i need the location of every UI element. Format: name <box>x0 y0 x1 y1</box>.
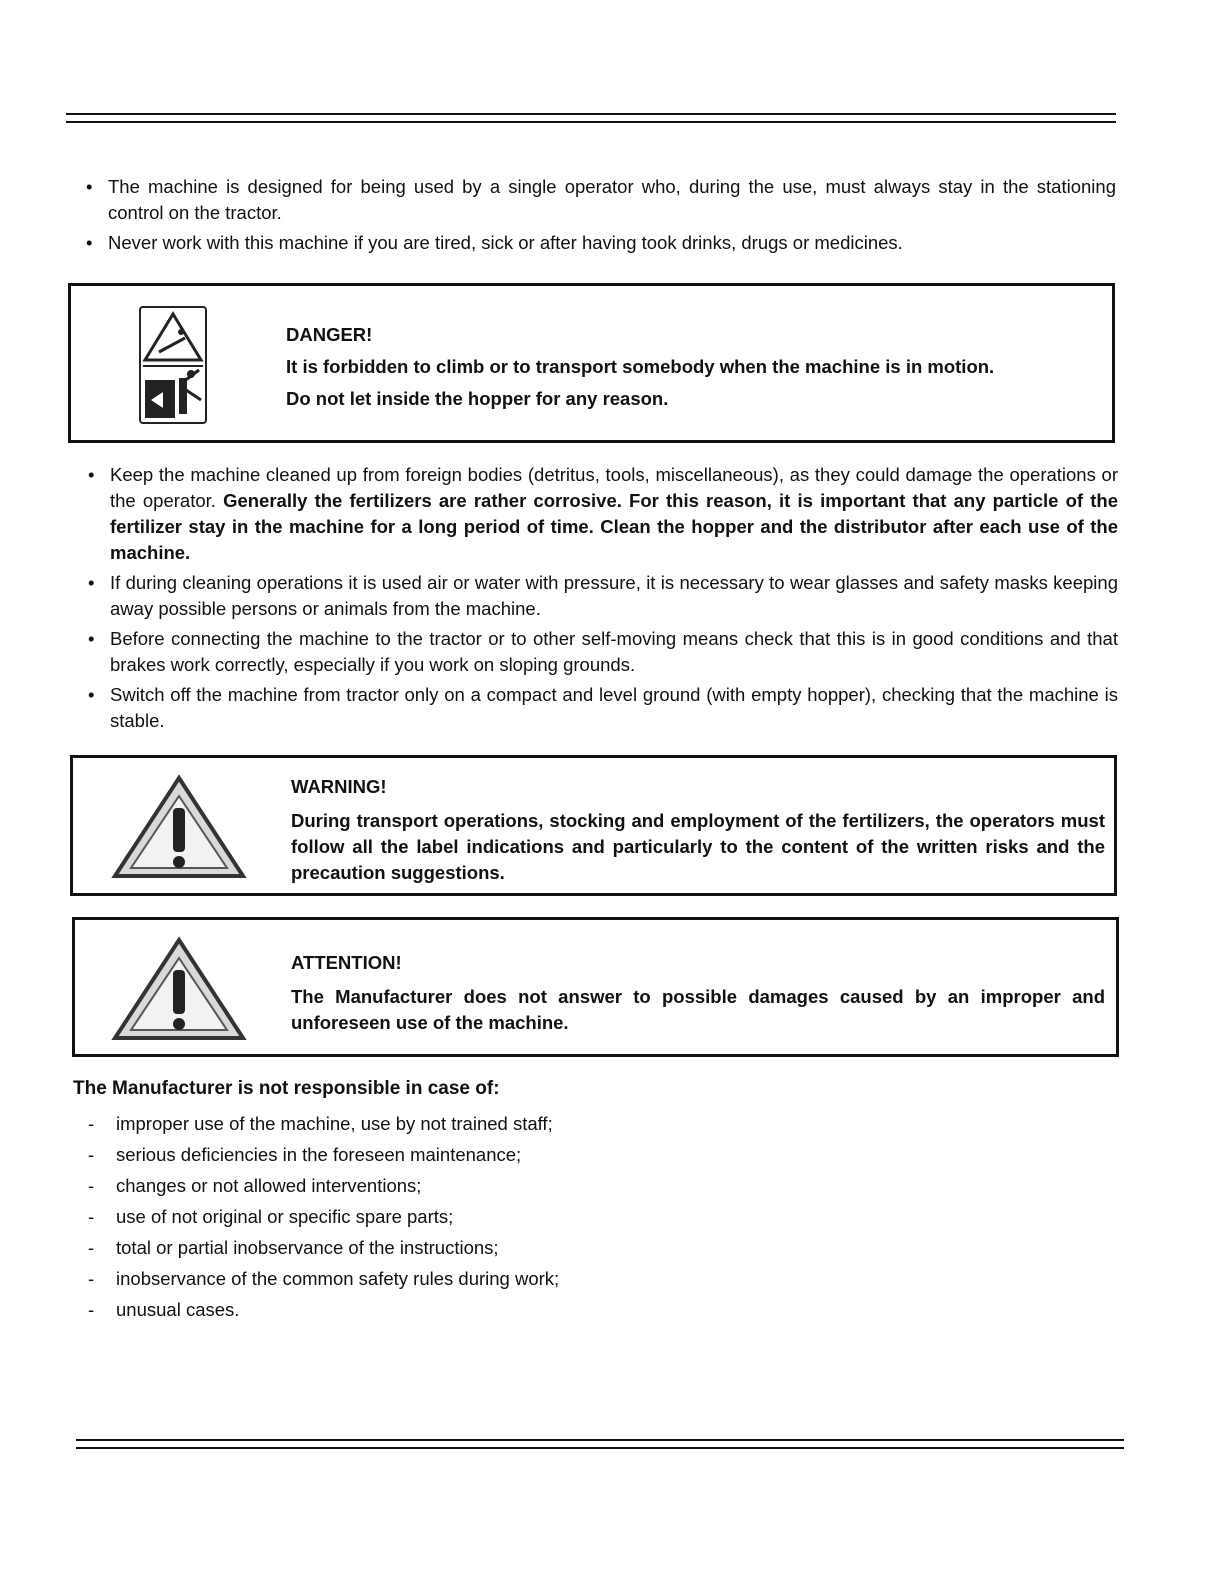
list-item: - unusual cases. <box>88 1294 559 1325</box>
bullet-normal-text: If during cleaning operations it is used air or water with pressure, it is necessary to wear glasses and safety masks keeping away possible persons or animals from the machine. <box>110 572 1118 619</box>
warning-body: During transport operations, stocking and employment of the fertilizers, the operators must follow all the label indications and particularly to the content of the written risks and the precaution suggestions. <box>291 810 1105 883</box>
footer-rule-bottom <box>76 1447 1124 1449</box>
no-climbing-no-hopper-icon <box>139 306 207 424</box>
attention-heading: ATTENTION! <box>291 952 402 973</box>
danger-line: It is forbidden to climb or to transport somebody when the machine is in motion. <box>286 356 995 377</box>
header-rule-bottom <box>66 121 1116 123</box>
responsibility-list <box>88 1108 559 1325</box>
list-item <box>88 462 1118 566</box>
danger-line: Do not let inside the hopper for any reason. <box>286 388 669 409</box>
attention-body: The Manufacturer does not answer to possible damages caused by an improper and unforeseen use of the machine. <box>291 986 1105 1033</box>
list-item: - changes or not allowed interventions; <box>88 1170 559 1201</box>
list-item <box>88 682 1118 734</box>
header-rule-top <box>66 113 1116 115</box>
attention-box <box>72 917 1119 1057</box>
danger-box <box>68 283 1115 443</box>
list-item <box>88 570 1118 622</box>
list-item: - serious deficiencies in the foreseen maintenance; <box>88 1139 559 1170</box>
warning-triangle-icon <box>111 774 247 887</box>
bullet-normal-text: Switch off the machine from tractor only on a compact and level ground (with empty hopper), checking that the machine is stable. <box>110 684 1118 731</box>
bullet-bold-text: Generally the fertilizers are rather corrosive. For this reason, it is important that any particle of the fertilizer stay in the machine for a long period of time. Clean the hopper and the distributor after each use of the machine. <box>110 490 1118 563</box>
attention-text <box>291 950 1105 1036</box>
intro-bullet-list <box>86 174 1116 260</box>
warning-text <box>291 774 1105 886</box>
list-item: - total or partial inobservance of the instructions; <box>88 1232 559 1263</box>
danger-heading: DANGER! <box>286 324 373 345</box>
attention-triangle-icon <box>111 936 247 1049</box>
bullet-normal-text: Keep the machine cleaned up from foreign bodies (detritus, tools, miscellaneous), as they could damage the operations or the operator. <box>110 464 1118 511</box>
danger-text <box>286 322 1106 412</box>
list-item: • The machine is designed for being used by a single operator who, during the use, must always stay in the stationing control on the tractor. <box>86 174 1116 226</box>
responsibility-title: The Manufacturer is not responsible in case of: <box>73 1078 500 1099</box>
list-item: - improper use of the machine, use by not trained staff; <box>88 1108 559 1139</box>
main-bullet-list <box>88 462 1118 738</box>
warning-box <box>70 755 1117 896</box>
bullet-normal-text: Before connecting the machine to the tractor or to other self-moving means check that this is in good conditions and that brakes work correctly, especially if you work on sloping grounds. <box>110 628 1118 675</box>
footer-rule-top <box>76 1439 1124 1441</box>
list-item: • Never work with this machine if you are tired, sick or after having took drinks, drugs or medicines. <box>86 230 1116 256</box>
list-item: - use of not original or specific spare parts; <box>88 1201 559 1232</box>
list-item: - inobservance of the common safety rules during work; <box>88 1263 559 1294</box>
list-item <box>88 626 1118 678</box>
warning-heading: WARNING! <box>291 776 387 797</box>
